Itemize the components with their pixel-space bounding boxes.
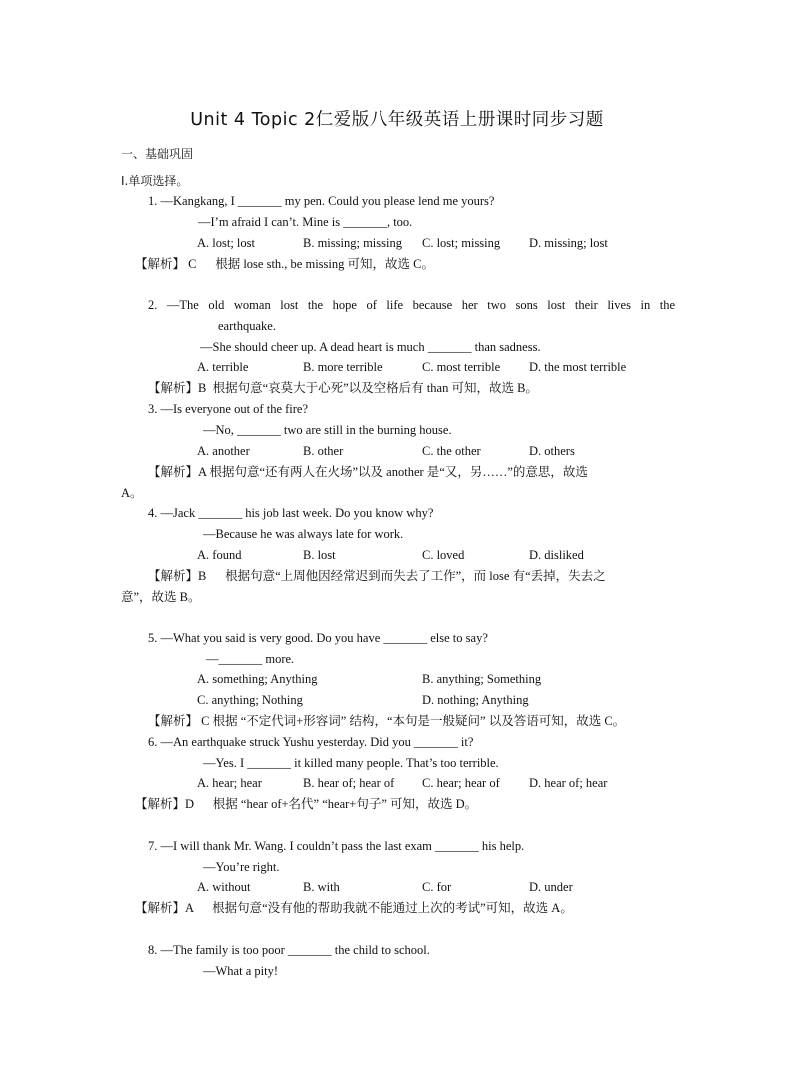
q3-option-c: C. the other (422, 444, 481, 458)
q4-option-a: A. found (197, 548, 242, 562)
question-3-reply: —No, _______ two are still in the burning house. (203, 423, 452, 437)
q4-option-d: D. disliked (529, 548, 584, 562)
question-5-reply: —_______ more. (206, 652, 295, 666)
q3-option-b: B. other (303, 444, 344, 458)
q6-explanation: 【解析】D 根据 “hear of+名代” “hear+句子” 可知，故选 D。 (135, 797, 478, 811)
q7-option-b: B. with (303, 880, 340, 894)
question-4-reply: —Because he was always late for work. (203, 527, 404, 541)
question-4: 4. —Jack _______ his job last week. Do you know why? (148, 506, 434, 520)
q5-explanation: 【解析】 C 根据 “不定代词+形容词” 结构，“本句是一般疑问” 以及答语可知，故选 C。 (148, 714, 626, 728)
q7-explanation: 【解析】A 根据句意“没有他的帮助我就不能通过上次的考试”可知，故选 A。 (135, 901, 573, 915)
page-title: Unit 4 Topic 2仁爱版八年级英语上册课时同步习题 (190, 110, 604, 130)
q2-option-d: D. the most terrible (529, 360, 627, 374)
q1-explanation: 【解析】 C 根据 lose sth., be missing 可知，故选 C。 (135, 257, 434, 271)
question-1: 1. —Kangkang, I _______ my pen. Could you please lend me yours? (148, 194, 495, 208)
question-2-continued: earthquake. (218, 319, 276, 333)
q1-option-b: B. missing; missing (303, 236, 402, 250)
q7-option-d: D. under (529, 880, 573, 894)
q6-option-d: D. hear of; hear (529, 776, 608, 790)
subsection-heading: Ⅰ.单项选择。 (121, 174, 189, 188)
q4-option-b: B. lost (303, 548, 336, 562)
q4-explanation: 【解析】B 根据句意“上周他因经常迟到而失去了工作”，而 lose 有“丢掉，失去之 (148, 569, 606, 583)
question-8-reply: —What a pity! (203, 964, 278, 978)
question-8: 8. —The family is too poor _______ the child to school. (148, 943, 430, 957)
q3-explanation: 【解析】A 根据句意“还有两人在火场”以及 another 是“又，另……”的意思，故选 (148, 465, 588, 479)
question-7-reply: —You’re right. (203, 860, 280, 874)
q5-option-a: A. something; Anything (197, 672, 318, 686)
q7-option-a: A. without (197, 880, 251, 894)
q5-option-d: D. nothing; Anything (422, 693, 529, 707)
question-1-reply: —I’m afraid I can’t. Mine is _______, too. (198, 215, 413, 229)
q1-option-c: C. lost; missing (422, 236, 501, 250)
q3-option-a: A. another (197, 444, 250, 458)
q3-explanation-continued: A。 (121, 486, 143, 500)
q2-option-b: B. more terrible (303, 360, 383, 374)
q2-option-c: C. most terrible (422, 360, 501, 374)
question-2-reply: —She should cheer up. A dead heart is much _______ than sadness. (200, 340, 541, 354)
q7-option-c: C. for (422, 880, 452, 894)
q5-option-b: B. anything; Something (422, 672, 542, 686)
q4-explanation-continued: 意”，故选 B。 (121, 590, 201, 604)
question-3: 3. —Is everyone out of the fire? (148, 402, 309, 416)
q1-option-d: D. missing; lost (529, 236, 608, 250)
q2-option-a: A. terrible (197, 360, 249, 374)
q6-option-b: B. hear of; hear of (303, 776, 395, 790)
q6-option-c: C. hear; hear of (422, 776, 500, 790)
q6-option-a: A. hear; hear (197, 776, 262, 790)
section-heading: 一、基础巩固 (121, 147, 194, 161)
q1-option-a: A. lost; lost (197, 236, 255, 250)
q4-option-c: C. loved (422, 548, 465, 562)
question-7: 7. —I will thank Mr. Wang. I couldn’t pass the last exam _______ his help. (148, 839, 525, 853)
question-2: 2. —The old woman lost the hope of life because her two sons lost their lives in the (148, 298, 675, 312)
question-5: 5. —What you said is very good. Do you have _______ else to say? (148, 631, 488, 645)
question-6: 6. —An earthquake struck Yushu yesterday. Did you _______ it? (148, 735, 474, 749)
q3-option-d: D. others (529, 444, 575, 458)
question-6-reply: —Yes. I _______ it killed many people. That’s too terrible. (203, 756, 499, 770)
q5-option-c: C. anything; Nothing (197, 693, 303, 707)
q2-explanation: 【解析】B 根据句意“哀莫大于心死”以及空格后有 than 可知，故选 B。 (148, 381, 538, 395)
